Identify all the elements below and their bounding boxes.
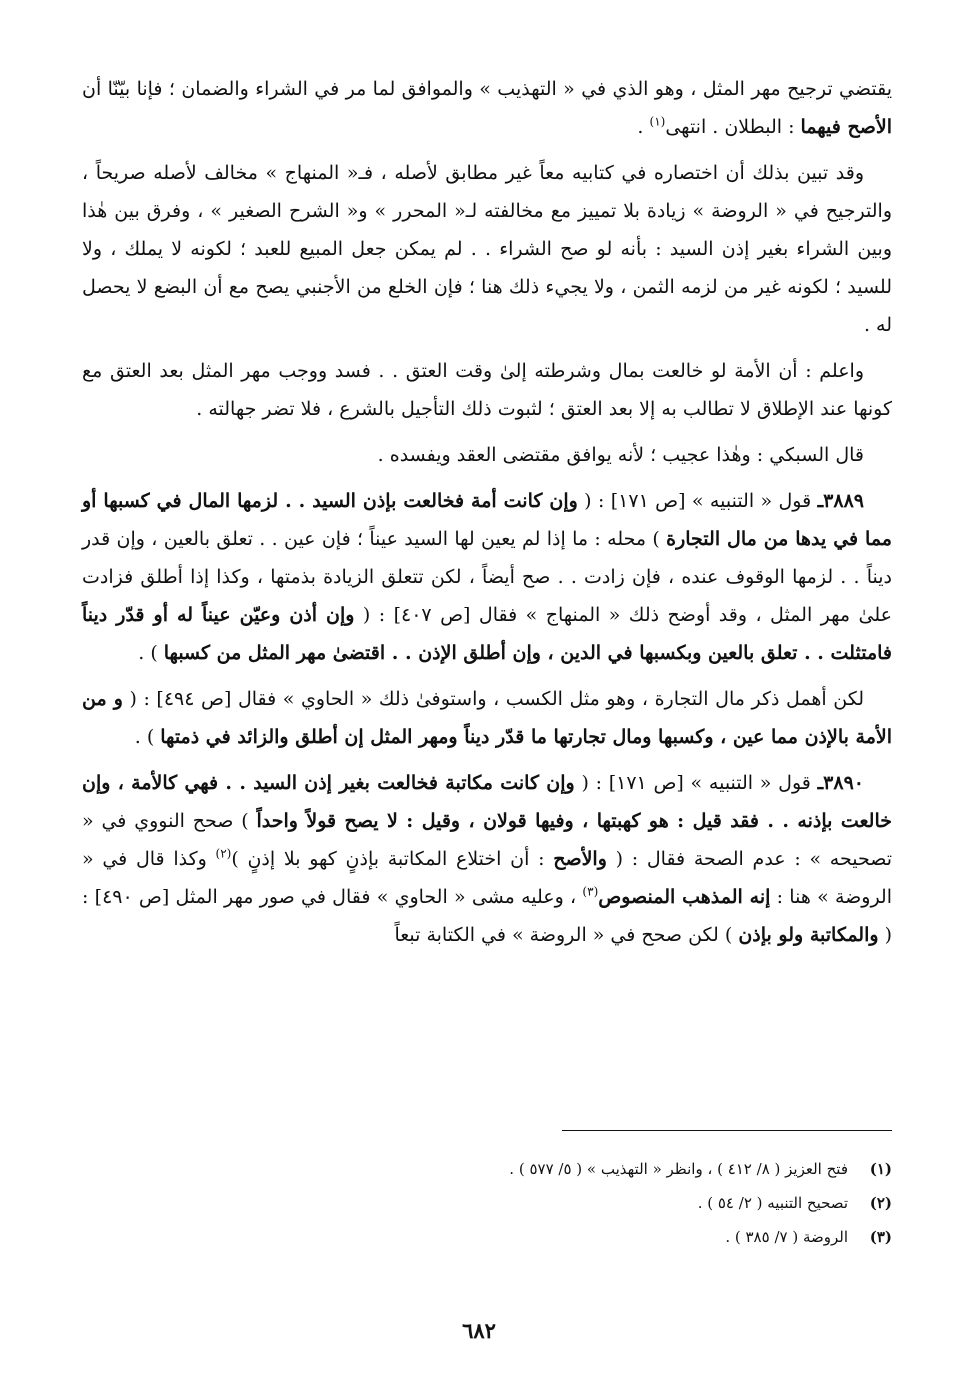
bold-text-segment: إنه المذهب المنصوص	[598, 886, 771, 908]
text-segment: ) .	[134, 726, 161, 748]
text-segment: : أن اختلاع المكاتبة بإذنٍ كهو بلا إذنٍ )	[231, 848, 554, 870]
text-segment: واعلم : أن الأمة لو خالعت بمال وشرطته إلىٰ وقت العتق . . فسد ووجب مهر المثل بعد العتق مع كونها عند الإطلاق لا تطالب به إلا بعد العتق ؛ لثبوت ذلك التأجيل بالشرع ، فلا تضر جهالته .	[82, 360, 892, 420]
text-segment: قول « التنبيه » [ص ١٧١] : (	[577, 490, 818, 512]
footnote	[82, 1152, 892, 1186]
bold-text-segment: وإن أذن وعيّن عيناً له أو قدّر ديناً فامتثلت . . تعلق بالعين وبكسبها في الدين ، وإن أطلق الإذن . . اقتضىٰ مهر المثل من كسبها	[82, 604, 892, 664]
paragraph	[82, 764, 892, 954]
text-segment: وكذا قال في « الروضة » هنا :	[82, 848, 893, 908]
text-segment: يقتضي ترجيح مهر المثل ، وهو الذي في « التهذيب » والموافق لما مر في الشراء والضمان ؛ فإنا بيّنّا أن	[82, 78, 892, 100]
footnote-reference: (٢)	[215, 846, 232, 861]
footnote-text: فتح العزيز ( ٨/ ٤١٢ ) ، وانظر « التهذيب » ( ٥/ ٥٧٧ ) .	[509, 1160, 848, 1178]
footnote-text: الروضة ( ٧/ ٣٨٥ ) .	[725, 1228, 848, 1246]
text-segment: قول « التنبيه » [ص ١٧١] : (	[574, 772, 818, 794]
bold-text-segment: ٣٨٩٠ـ	[817, 772, 864, 794]
text-segment: .	[637, 116, 650, 138]
footnote-reference: (١)	[649, 114, 666, 129]
text-segment: لكن أهمل ذكر مال التجارة ، وهو مثل الكسب ، واستوفىٰ ذلك « الحاوي » فقال [ص ٤٩٤] : (	[122, 688, 864, 710]
text-segment: وقد تبين بذلك أن اختصاره في كتابيه معاً غير مطابق لأصله ، فـ« المنهاج » مخالف لأصله صريحاً ، والترجيح في « الروضة » زيادة بلا تمييز مع مخالفته لـ« المحرر » و« الشرح الصغير » ، وفرق بين هٰذا وبين الشراء بغير إذن السيد : بأنه لو صح الشراء . . لم يمكن جعل المبيع للعبد ؛ لكونه لا يملك ، ولا للسيد ؛ لكونه غير من لزمه الثمن ، ولا يجيء ذلك هنا ؛ فإن الخلع من الأجنبي يصح مع أن البضع لا يحصل له .	[82, 162, 892, 336]
bold-text-segment: وإن كانت مكاتبة فخالعت بغير إذن السيد . . فهي كالأمة ، وإن خالعت بإذنه . . فقد قيل : هو كهبتها ، وفيها قولان ، وقيل : لا يصح قولاً واحداً	[82, 772, 892, 832]
footnote-mark: (٢)	[869, 1194, 892, 1212]
footnotes	[82, 1152, 892, 1254]
text-segment: ) محله : ما إذا لم يعين لها السيد عيناً ؛ فإن عين . . تعلق بالعين ، وإن قدر ديناً . . لزمها الوقوف عنده ، فإن زادت . . صح أيضاً ، لكن تتعلق الزيادة بذمتها ، وكذا إذا أطلق فزادت علىٰ مهر المثل ، وقد أوضح ذلك « المنهاج » فقال [ص ٤٠٧] : (	[82, 528, 892, 626]
bold-text-segment: وإن كانت أمة فخالعت بإذن السيد . . لزمها المال في كسبها أو مما في يدها من مال التجارة	[82, 490, 892, 550]
footnote-reference: (٣)	[582, 884, 599, 899]
text-segment: قال السبكي : وهٰذا عجيب ؛ لأنه يوافق مقتضى العقد ويفسده .	[377, 444, 864, 466]
footnote-separator	[562, 1130, 892, 1131]
page-number: ٦٨٢	[462, 1318, 496, 1343]
footnote-mark: (١)	[869, 1160, 892, 1178]
footnote-mark: (٣)	[869, 1228, 892, 1246]
page-body	[82, 70, 892, 962]
paragraph	[82, 680, 892, 756]
text-segment: ) صحح النووي في « تصحيحه » : عدم الصحة فقال : (	[82, 810, 892, 870]
footnote	[82, 1220, 892, 1254]
footnote	[82, 1186, 892, 1220]
text-segment: ، وعليه مشى « الحاوي » فقال في صور مهر المثل [ص ٤٩٠] : (	[82, 886, 892, 946]
footnote-text: تصحيح التنبيه ( ٢/ ٥٤ ) .	[697, 1194, 848, 1212]
paragraph	[82, 482, 892, 672]
bold-text-segment: والمكاتبة ولو بإذن	[738, 924, 879, 946]
text-segment: ) .	[138, 642, 164, 664]
bold-text-segment: ٣٨٨٩ـ	[817, 490, 864, 512]
text-segment: ) لكن صحح في « الروضة » في الكتابة تبعاً	[394, 924, 739, 946]
bold-text-segment: الأصح فيهما	[800, 116, 892, 138]
paragraph	[82, 70, 892, 146]
text-segment: : البطلان . انتهى	[665, 116, 801, 138]
bold-text-segment: و من الأمة بالإذن مما عين ، وكسبها ومال تجارتها ما قدّر ديناً ومهر المثل إن أطلق والزائد في ذمتها	[82, 688, 892, 748]
paragraph	[82, 154, 892, 344]
paragraph	[82, 436, 892, 474]
bold-text-segment: والأصح	[553, 848, 607, 870]
paragraph	[82, 352, 892, 428]
